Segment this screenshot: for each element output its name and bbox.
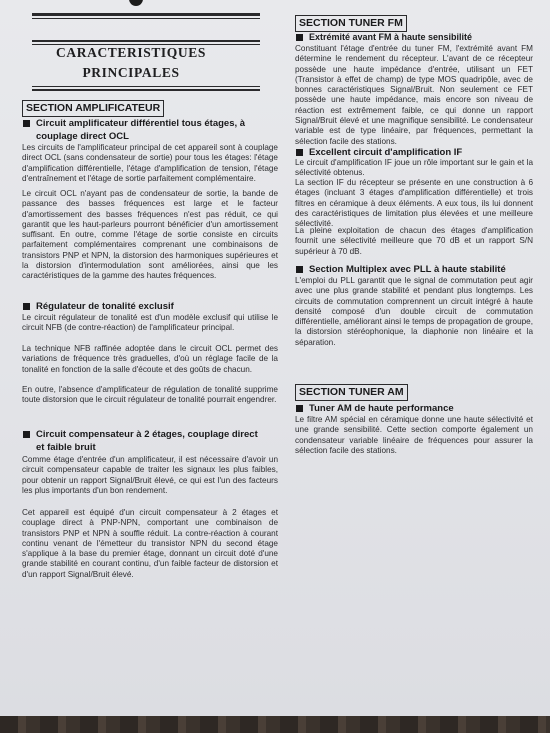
heading-multiplex	[295, 263, 549, 276]
desk-surface	[0, 716, 550, 733]
para-tonalite-1: Le circuit régulateur de tonalité est d'un modèle exclusif qui utilise le circuit NFB (de contre-réaction) de l'amplificateur principal.	[22, 313, 278, 333]
para-compensateur-2: Cet appareil est équipé d'un circuit compensateur à 2 étages et couplage direct à PNP-NPN, comportant une combinaison de transistors PNP et NPN à souffle réduit. La contre-réaction à courant continu venant de l'émetteur du transistor NPN du second étage s'applique à la base du premier étage, donnant un circuit doté d'une grande stabilité en courant continu, d'un faible facteur de distorsion et d'un rapport Signal/Bruit élevé.	[22, 508, 278, 579]
bullet-square-icon	[23, 120, 30, 127]
top-rule-thick	[32, 13, 260, 16]
page-title-line2: PRINCIPALES	[82, 65, 180, 80]
bullet-square-icon	[296, 34, 303, 41]
para-if-3: La pleine exploitation de chacun des étages d'amplification fournit une sélectivité meilleure que 70 dB et un rapport S/N supérieur à 70 dB.	[295, 226, 533, 256]
heading-tuner-am	[295, 402, 549, 415]
para-if-1: Le circuit d'amplification IF joue un rôle important sur le gain et la sélectivité obtenus.	[295, 158, 533, 178]
para-extremite-fm: Constituant l'étage d'entrée du tuner FM, l'extrémité avant FM détermine le rendement du récepteur. L'avant de ce récepteur possède une haute impédance d'entrée, utilisant un FET (Transistor à effet de champ) de type MOS quadripôle, avec de bonnes caractéristiques Signal/Bruit. Non seulement ce FET possède une haute impédance, mais encore son niveau de réaction est extrêmement faible, ce qui donne un rapport Signal/Bruit élevé et une magnifique sensibilité. Le condensateur variable est de type linéaire, par fréquences, permettant la sélection facile des stations.	[295, 44, 533, 146]
heading-extremite-fm-line1: Extrémité avant FM à haute sensibilité	[309, 32, 473, 42]
heading-ocl-line2: couplage direct OCL	[36, 131, 129, 142]
heading-compensateur	[22, 428, 286, 454]
section-label-tuner-am: SECTION TUNER AM	[295, 384, 408, 401]
section-label-amplificateur: SECTION AMPLIFICATEUR	[22, 100, 164, 117]
heading-tonalite	[22, 300, 276, 313]
title-rule-bottom-thick	[32, 89, 260, 91]
para-multiplex: L'emploi du PLL garantit que le signal de commutation peut agir avec une plus grande stabilité et pendant plus longtemps. Les circuits de commutation comprennent un circuit intégré à haute densité composé d'un double circuit de commutation différentielle, améliorant ainsi le temps de propagation de groupe, la distorsion stéréophonique, la diaphonie non linéaire et la séparation.	[295, 276, 533, 347]
para-compensateur-1: Comme étage d'entrée d'un amplificateur, il est nécessaire d'avoir un circuit compensateur capable de traiter les signaux les plus faibles, pour obtenir un rapport Signal/Bruit élevé, ce qui est l'un des facteurs les plus importants d'un bon rendement.	[22, 455, 278, 495]
heading-compensateur-line2: et faible bruit	[36, 442, 96, 453]
heading-extremite-fm	[295, 31, 549, 44]
heading-tuner-am-line1: Tuner AM de haute performance	[309, 403, 454, 414]
heading-tonalite-line1: Régulateur de tonalité exclusif	[36, 301, 174, 312]
heading-multiplex-line1: Section Multiplex avec PLL à haute stabilité	[309, 264, 506, 275]
para-tonalite-3: En outre, l'absence d'amplificateur de régulation de tonalité supprime toute distorsion que le circuit régulateur de tonalité pourrait engendrer.	[22, 385, 278, 405]
bullet-square-icon	[296, 266, 303, 273]
heading-compensateur-line1: Circuit compensateur à 2 étages, couplage direct	[36, 429, 258, 440]
heading-if-line1: Excellent circuit d'amplification IF	[309, 147, 463, 158]
bullet-square-icon	[296, 405, 303, 412]
para-tonalite-2: La technique NFB raffinée adoptée dans le circuit OCL permet des variations de fréquence très graduelles, d'où un réglage facile de la tonalité en fonction de la salle d'écoute et des goûts de chacun.	[22, 344, 278, 374]
bullet-square-icon	[23, 303, 30, 310]
page-title-line1: CARACTERISTIQUES	[56, 45, 206, 60]
heading-ocl-line1: Circuit amplificateur différentiel tous étages, à	[36, 118, 246, 129]
heading-ocl	[22, 117, 276, 143]
title-rule-bottom-thin	[32, 86, 260, 87]
brand-logo-icon	[129, 0, 143, 6]
bullet-square-icon	[23, 431, 30, 438]
para-ocl-2: Le circuit OCL n'ayant pas de condensateur de sortie, la bande de passance des basses fréquences est large et le facteur d'amortissement des basses fréquences n'est pas réduit, ce qui garantit que les haut-parleurs pourront bénéficier d'un amortissement suffisant. En outre, comme l'étage de sortie consiste en circuits parfaitement complémentaires comprenant une combinaisons de transistors PNP et NPN, la distorsion des harmoniques supérieures et la distorsion d'intermodulation sont améliorées, ainsi que les caractéristiques de la gamme des hautes fréquences.	[22, 189, 278, 281]
title-rule-top-thick	[32, 40, 260, 42]
section-label-tuner-fm: SECTION TUNER FM	[295, 15, 407, 32]
para-if-2: La section IF du récepteur se présente en une construction à 6 étages (incluant 3 étages d'amplification différentielle) et trois filtres en céramique à deux éléments. A eux tous, ils lui donnent des caractéristiques de limitation plus élevées et une meilleure sélectivité.	[295, 178, 533, 229]
para-ocl-1: Les circuits de l'amplificateur principal de cet appareil sont à couplage direct OCL (sans condensateur de sortie) pour tous les étages: l'étage d'amplification différentielle, l'étage d'amplification de tension, l'étage d'entraînement et l'étage de sortie parfaitement complémentaire.	[22, 143, 278, 183]
bullet-square-icon	[296, 149, 303, 156]
para-tuner-am: Le filtre AM spécial en céramique donne une haute sélectivité et une grande sensibilité. Cette section comporte également un condensateur variable linéaire de fréquences pour assurer la sélection facile des stations.	[295, 415, 533, 455]
top-rule-thin	[32, 18, 260, 19]
